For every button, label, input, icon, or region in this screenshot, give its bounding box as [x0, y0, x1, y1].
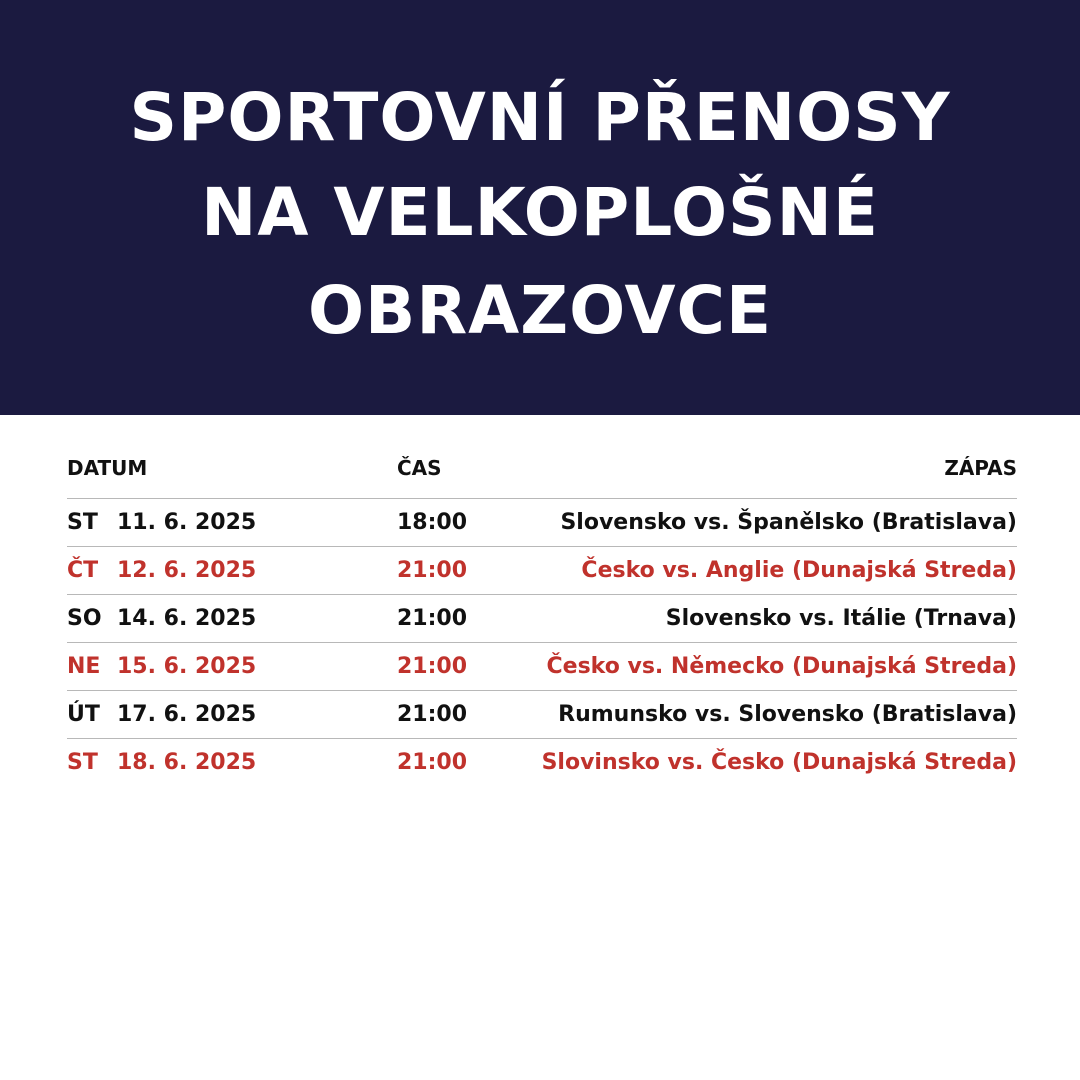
table-row [67, 643, 1017, 691]
row-match: Slovinsko vs. Česko (Dunajská Streda) [541, 750, 1017, 775]
row-match: Česko vs. Německo (Dunajská Streda) [546, 654, 1017, 679]
row-match: Česko vs. Anglie (Dunajská Streda) [581, 558, 1017, 583]
row-match: Rumunsko vs. Slovensko (Bratislava) [558, 702, 1017, 727]
table-row [67, 499, 1017, 547]
title-line-3: OBRAZOVCE [307, 272, 773, 349]
header-time: ČAS [397, 456, 442, 480]
row-date: 15. 6. 2025 [117, 654, 257, 679]
table-header [67, 440, 1017, 499]
row-match: Slovensko vs. Itálie (Trnava) [665, 606, 1017, 631]
table-row [67, 739, 1017, 786]
title-line-1: SPORTOVNÍ PŘENOSY [129, 79, 951, 156]
row-day: SO [67, 606, 102, 631]
row-day: ÚT [67, 702, 100, 727]
row-time: 21:00 [397, 702, 468, 727]
row-time: 21:00 [397, 654, 468, 679]
header-banner [0, 0, 1080, 415]
row-time: 21:00 [397, 750, 468, 775]
row-day: NE [67, 654, 101, 679]
row-match: Slovensko vs. Španělsko (Bratislava) [560, 510, 1017, 535]
row-date: 14. 6. 2025 [117, 606, 257, 631]
row-day: ST [67, 510, 98, 535]
row-date: 12. 6. 2025 [117, 558, 257, 583]
row-time: 21:00 [397, 606, 468, 631]
row-time: 18:00 [397, 510, 468, 535]
row-day: ST [67, 750, 98, 775]
title-line-2: NA VELKOPLOŠNÉ [201, 174, 879, 251]
table-row [67, 595, 1017, 643]
row-date: 17. 6. 2025 [117, 702, 257, 727]
row-date: 18. 6. 2025 [117, 750, 257, 775]
header-date: DATUM [67, 456, 148, 480]
table-row [67, 691, 1017, 739]
header-match: ZÁPAS [944, 456, 1017, 480]
row-time: 21:00 [397, 558, 468, 583]
row-day: ČT [67, 558, 99, 583]
schedule-table [67, 440, 1017, 786]
table-row [67, 547, 1017, 595]
row-date: 11. 6. 2025 [117, 510, 257, 535]
